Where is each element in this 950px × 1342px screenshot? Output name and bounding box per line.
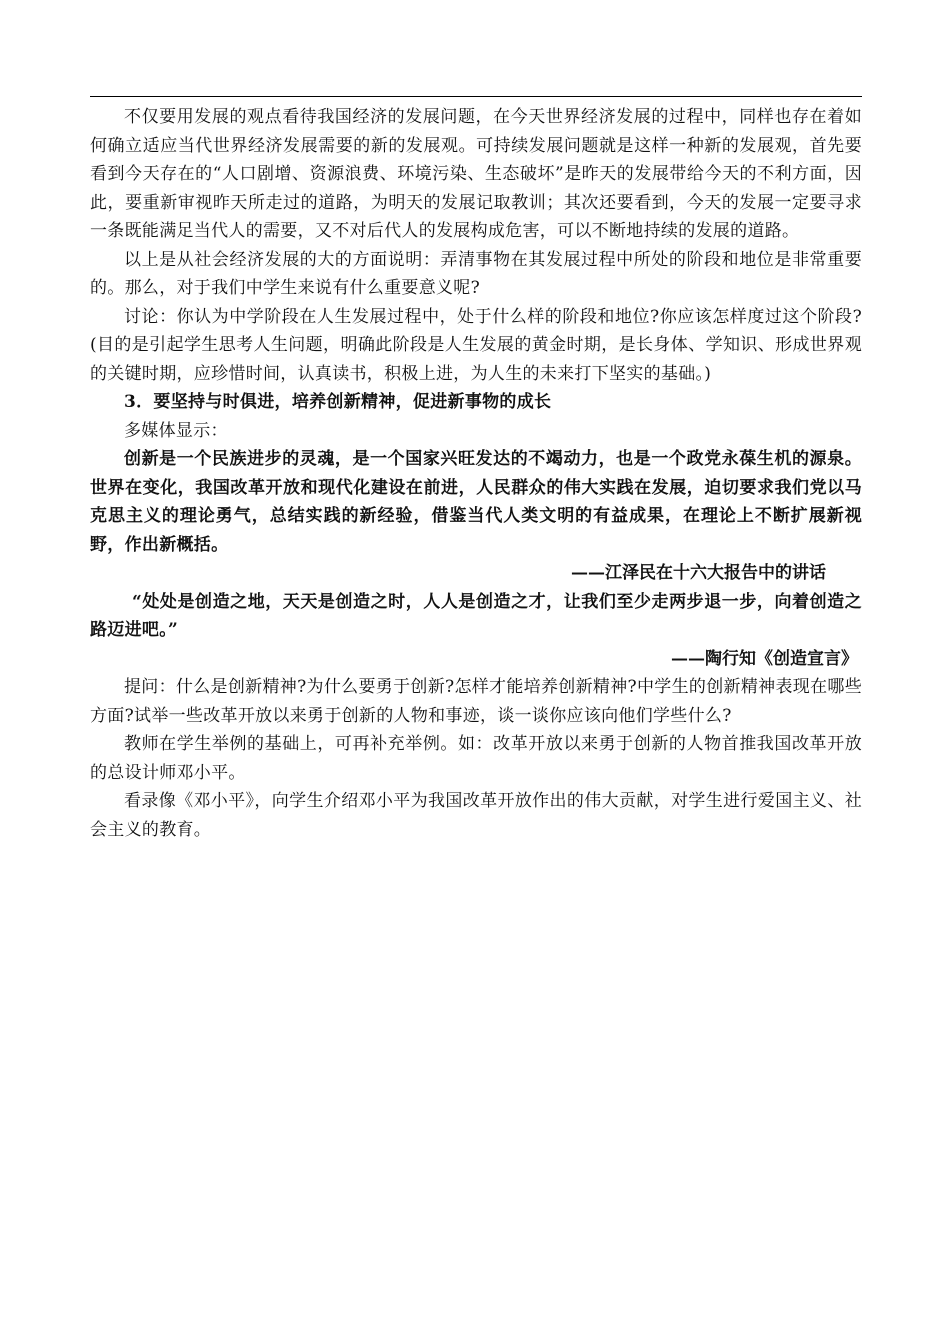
quote-tao-xingzhi-attribution: ——陶行知《创造宣言》	[671, 648, 858, 669]
paragraph-video: 看录像《邓小平》，向学生介绍邓小平为我国改革开放作出的伟大贡献，对学生进行爱国主义、社会主义的教育。	[90, 791, 862, 840]
quote-tao-xingzhi: “处处是创造之地，天天是创造之时，人人是创造之才，让我们至少走两步退一步，向着创造之路迈进吧。”	[90, 591, 862, 640]
paragraph-question: 提问：什么是创新精神?为什么要勇于创新?怎样才能培养创新精神?中学生的创新精神表现在哪些方面?试举一些改革开放以来勇于创新的人物和事迹，谈一谈你应该向他们学些什么?	[90, 677, 862, 726]
section-heading: 3．要坚持与时俱进，培养创新精神，促进新事物的成长	[124, 392, 552, 412]
paragraph-discussion: 讨论：你认为中学阶段在人生发展过程中，处于什么样的阶段和地位?你应该怎样度过这个阶段?(目的是引起学生思考人生问题，明确此阶段是人生发展的黄金时期，是长身体、学知识、形成世界观的关键时期，应珍惜时间，认真读书，积极上进，为人生的未来打下坚实的基础。)	[90, 306, 862, 384]
paragraph-summary: 以上是从社会经济发展的大的方面说明：弄清事物在其发展过程中所处的阶段和地位是非常重要的。那么，对于我们中学生来说有什么重要意义呢?	[90, 249, 862, 298]
quote-jiang-zemin-attribution: ——江泽民在十六大报告中的讲话	[571, 563, 826, 583]
document-page	[90, 96, 862, 844]
header-rule	[90, 96, 862, 97]
paragraph-development-view: 不仅要用发展的观点看待我国经济的发展问题，在今天世界经济发展的过程中，同样也存在着如何确立适应当代世界经济发展需要的新的发展观。可持续发展问题就是这样一种新的发展观，首先要看到今天存在的“人口剧增、资源浪费、环境污染、生态破坏”是昨天的发展带给今天的不利方面，因此，要重新审视昨天所走过的道路，为明天的发展记取教训；其次还要看到，今天的发展一定要寻求一条既能满足当代人的需要，又不对后代人的发展构成危害，可以不断地持续的发展的道路。	[90, 107, 862, 241]
multimedia-label: 多媒体显示：	[124, 420, 228, 441]
paragraph-teacher-example: 教师在学生举例的基础上，可再补充举例。如：改革开放以来勇于创新的人物首推我国改革开放的总设计师邓小平。	[90, 734, 862, 783]
quote-jiang-zemin: 创新是一个民族进步的灵魂，是一个国家兴旺发达的不竭动力，也是一个政党永葆生机的源泉。世界在变化，我国改革开放和现代化建设在前进，人民群众的伟大实践在发展，迫切要求我们党以马克思主义的理论勇气，总结实践的新经验，借鉴当代人类文明的有益成果，在理论上不断扩展新视野，作出新概括。	[90, 449, 862, 555]
